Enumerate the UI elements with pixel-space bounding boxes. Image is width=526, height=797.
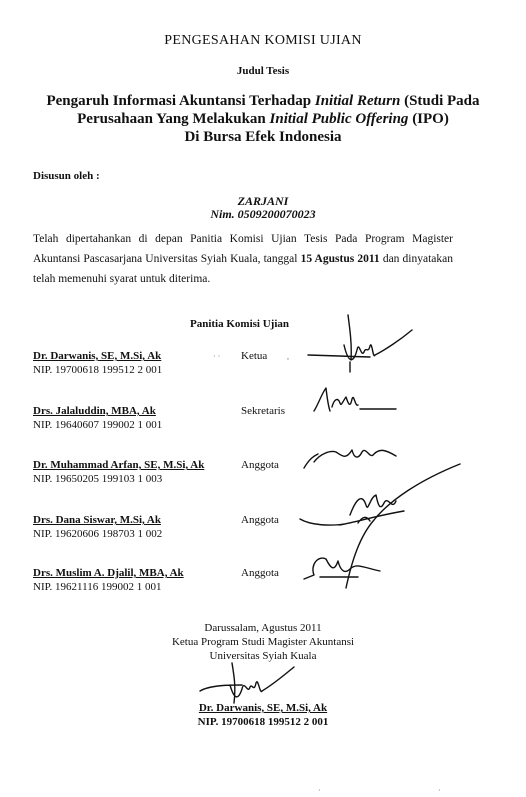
member-role: Anggota — [241, 459, 279, 471]
signer-nip: NIP. 19700618 199512 2 001 — [197, 716, 329, 728]
thesis-title-line-3: Di Bursa Efek Indonesia — [184, 129, 342, 145]
author-nim: Nim. 0509200070023 — [210, 207, 316, 221]
thesis-title — [0, 92, 526, 146]
member-name: Drs. Muslim A. Djalil, MBA, Ak — [33, 567, 184, 579]
thesis-title-line-1: Pengaruh Informasi Akuntansi Terhadap Initial Return (Studi Pada — [46, 93, 480, 109]
author-name: ZARJANI — [237, 194, 289, 208]
scan-mark: , — [287, 352, 289, 361]
page-title: PENGESAHAN KOMISI UJIAN — [164, 33, 362, 48]
signer-name: Dr. Darwanis, SE, M.Si, Ak — [198, 702, 328, 714]
signer-university: Universitas Syiah Kuala — [209, 650, 317, 662]
signature-ketua — [300, 310, 420, 375]
member-nip: NIP. 19650205 199103 1 003 — [33, 473, 163, 485]
defense-statement: Telah dipertahankan di depan Panitia Komisi Ujian Tesis Pada Program Magister Akuntansi Pascasarjana Universitas Syiah Kuala, tanggal 15 Agustus 2011 dan dinyatakan telah memenuhi syarat untuk diterima. — [33, 233, 454, 285]
member-role: Anggota — [241, 514, 279, 526]
thesis-subtitle: Judul Tesis — [236, 65, 290, 77]
author-label: Disusun oleh : — [33, 170, 100, 182]
place-date: Darussalam, Agustus 2011 — [204, 622, 322, 634]
member-nip: NIP. 19620606 198703 1 002 — [33, 528, 163, 540]
member-nip: NIP. 19640607 199002 1 001 — [33, 419, 163, 431]
signer-position: Ketua Program Studi Magister Akuntansi — [171, 636, 355, 648]
member-role: Ketua — [241, 350, 268, 362]
committee-heading: Panitia Komisi Ujian — [190, 318, 290, 330]
member-role: Sekretaris — [241, 405, 285, 417]
member-nip: NIP. 19700618 199512 2 001 — [33, 364, 163, 376]
scan-mark: · — [318, 786, 321, 795]
defense-date: 15 Agustus 2011 — [300, 253, 380, 265]
signature-anggota-3 — [300, 545, 400, 585]
member-role: Anggota — [241, 567, 279, 579]
signature-sekretaris — [310, 385, 400, 425]
signature-anggota-2 — [300, 485, 420, 550]
member-nip: NIP. 19621116 199002 1 001 — [33, 581, 162, 593]
scan-mark: · — [438, 786, 441, 795]
member-name: Drs. Jalaluddin, MBA, Ak — [33, 405, 156, 417]
member-name: Dr. Muhammad Arfan, SE, M.Si, Ak — [33, 459, 205, 471]
thesis-title-line-2: Perusahaan Yang Melakukan Initial Public Offering (IPO) — [77, 111, 449, 127]
member-name: Dr. Darwanis, SE, M.Si, Ak — [33, 350, 162, 362]
member-name: Drs. Dana Siswar, M.Si, Ak — [33, 514, 161, 526]
scan-mark: · · — [213, 352, 221, 361]
